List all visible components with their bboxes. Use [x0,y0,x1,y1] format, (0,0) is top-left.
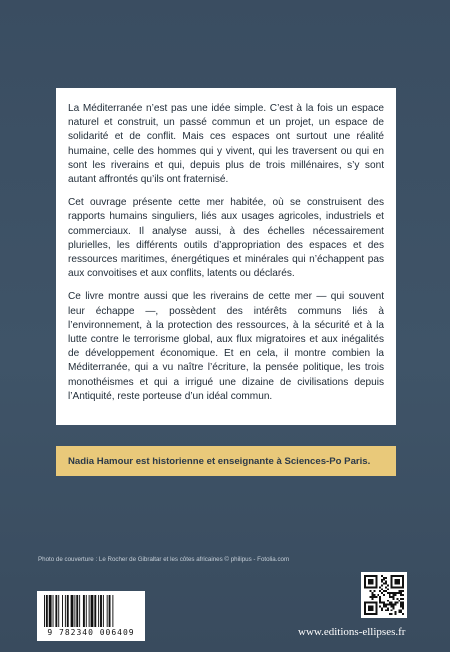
qr-code[interactable] [361,572,407,618]
photo-credit: Photo de couverture : Le Rocher de Gibraltar et les côtes africaines © philipus - Fotolia.com [38,556,290,563]
barcode-bars-icon [42,595,140,627]
summary-paragraph-2: Cet ouvrage présente cette mer habitée, où se construisent des rapports humains singuliers, liés aux usages agricoles, industriels et commerciaux. Il analyse aussi, à des échelles nécessairement plurielles, les différents outils d’appropriation des espaces et des ressources maritimes, énergétiques et minérales qui n’échappent pas aux convoitises et aux conflits, latents ou déclarés. [68,197,384,280]
author-note: Nadia Hamour est historienne et enseignante à Sciences-Po Paris. [68,455,371,467]
summary-box [56,88,396,425]
summary-paragraph-1: La Méditerranée n’est pas une idée simple. C’est à la fois un espace naturel et construit, un passé commun et un projet, un espace de solidarité et de conflit. Mais ces espaces ont surtout une réalité humaine, celle des hommes qui y vivent, qui les traversent ou qui en sont les riverains et qui, depuis plus de trois millénaires, s’y sont autant affrontés qu’ils ont fraternisé. [68,103,384,186]
isbn-number: 9 782340 006409 [47,628,135,637]
publisher-website-link[interactable]: www.editions-ellipses.fr [298,626,406,638]
qr-code-icon [364,575,404,615]
author-note-bar [56,446,396,476]
isbn-barcode [37,591,145,641]
summary-paragraph-3: Ce livre montre aussi que les riverains de cette mer — qui souvent leur échappe —, possèdent des intérêts communs liés à l’environnement, à la protection des ressources, à la sécurité et à la lutte contre le terrorisme global, aux flux migratoires et aux inégalités de développement économique. Et en cela, il montre combien la Méditerranée, qui a vu naître l’écriture, la pensée politique, les trois monothéismes et qui a irrigué une dizaine de civilisations depuis l’Antiquité, reste porteuse d’un idéal commun. [68,291,384,402]
